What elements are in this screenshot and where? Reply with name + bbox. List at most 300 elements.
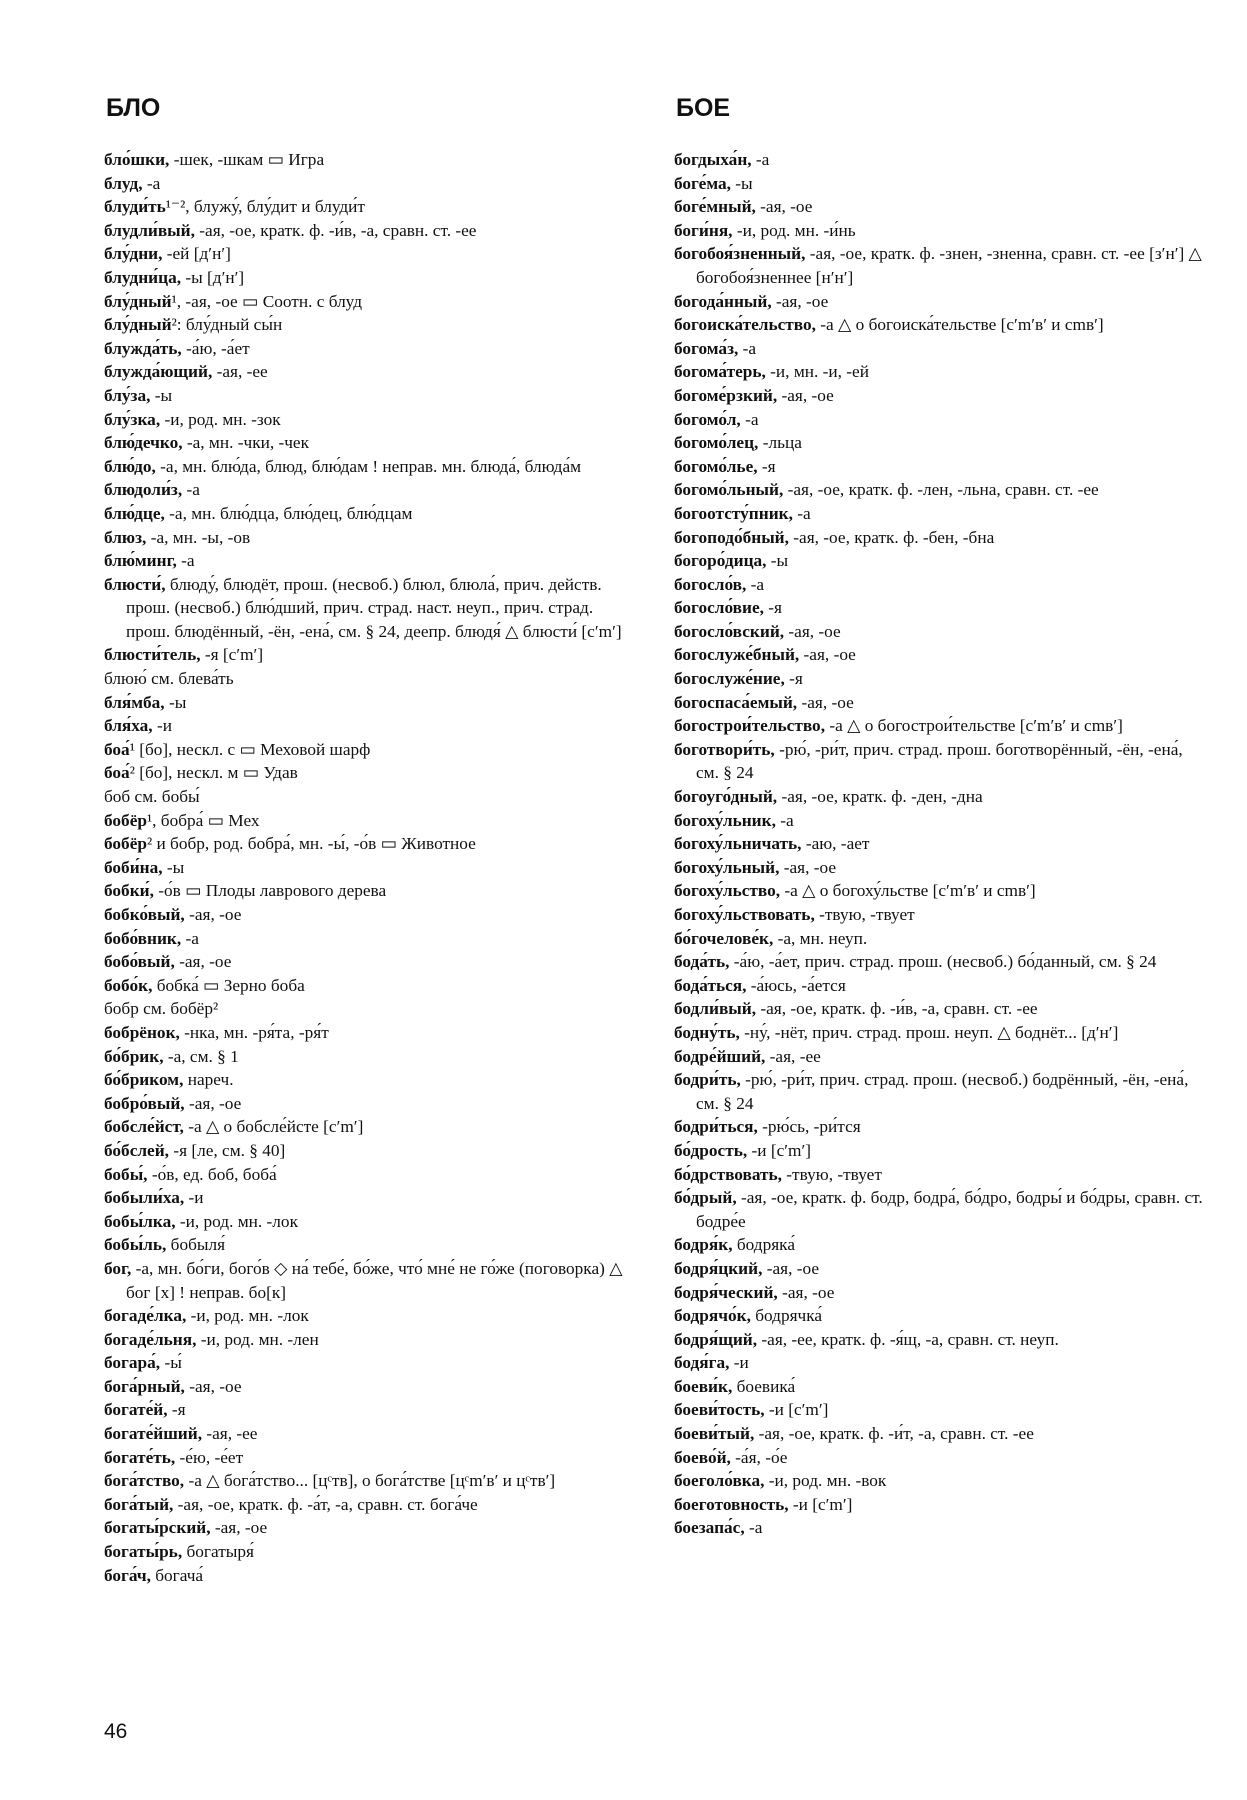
entry-definition: -а́юсь, -а́ется	[746, 975, 846, 995]
dictionary-entry	[104, 643, 638, 667]
entry-definition: -и	[152, 716, 172, 736]
dictionary-entry	[674, 1186, 1208, 1233]
entry-headword: богоуго́дный,	[674, 787, 778, 807]
dictionary-entry	[104, 266, 638, 290]
entry-headword: боеви́тый,	[674, 1424, 755, 1444]
entry-definition: -а	[744, 1518, 763, 1538]
dictionary-entry	[104, 1328, 638, 1352]
entry-definition: -ая, -ое, кратк. ф. -и́в, -а, сравн. ст. -ее	[194, 220, 477, 240]
dictionary-entry	[674, 195, 1208, 219]
entry-definition: -аю, -ает	[801, 834, 870, 854]
entry-definition: -а́ю, -а́ет, прич. страд. прош. (несвоб.) бо́данный, см. § 24	[729, 952, 1157, 972]
entry-headword: богоху́льник,	[674, 810, 776, 830]
entry-definition: -ая, -ое	[799, 645, 856, 665]
entry-definition: -ая, -ое, кратк. ф. -бен, -бна	[788, 527, 995, 547]
dictionary-entry	[104, 313, 638, 337]
entry-definition: -а △ о бобсле́йсте [cʹmʹ]	[183, 1117, 364, 1137]
dictionary-entry	[674, 997, 1208, 1021]
entry-headword: бодну́ть,	[674, 1022, 740, 1042]
entry-headword: бодли́вый,	[674, 999, 757, 1019]
dictionary-entry	[104, 1021, 638, 1045]
entry-definition: -а	[182, 480, 200, 500]
entry-headword: бобро́вый,	[104, 1093, 185, 1113]
dictionary-entry	[674, 1516, 1208, 1540]
entry-headword: боеви́к,	[674, 1376, 733, 1396]
entry-definition: -а́ю, -а́ет	[181, 338, 250, 358]
dictionary-entry	[674, 1233, 1208, 1257]
dictionary-entry	[674, 1446, 1208, 1470]
entry-definition: -и	[729, 1353, 749, 1373]
entry-definition: -а △ о богоху́льстве [cʹmʹвʹ и cmвʹ]	[780, 881, 1036, 901]
dictionary-entry	[674, 1163, 1208, 1187]
entry-headword: богоме́рзкий,	[674, 385, 778, 405]
dictionary-entry	[674, 856, 1208, 880]
entry-headword: блу́дни,	[104, 244, 163, 264]
entry-headword: бог,	[104, 1258, 132, 1278]
entry-headword: бодрячо́к,	[674, 1306, 751, 1326]
entry-headword: богослуже́ние,	[674, 669, 785, 689]
dictionary-entry	[674, 1422, 1208, 1446]
entry-definition: -я	[167, 1400, 186, 1420]
entry-definition: -ая, -ое	[210, 1518, 268, 1538]
dictionary-entry	[674, 1139, 1208, 1163]
dictionary-entry	[104, 195, 638, 219]
entry-definition: -ая, -ое	[755, 197, 813, 217]
right-column	[674, 92, 1208, 1540]
dictionary-entry	[104, 502, 638, 526]
entry-definition: -твую, -твует	[781, 1164, 882, 1184]
dictionary-entry	[104, 1115, 638, 1139]
dictionary-entry	[674, 667, 1208, 691]
entry-definition: ¹, -ая, -ое ▭ Соотн. с блуд	[171, 291, 363, 311]
right-guide-word: БОЕ	[676, 94, 731, 122]
entry-headword: бо́брик,	[104, 1046, 164, 1066]
dictionary-entry	[674, 549, 1208, 573]
dictionary-entry	[104, 478, 638, 502]
dictionary-entry	[674, 879, 1208, 903]
dictionary-entry	[104, 526, 638, 550]
entry-definition: -а	[792, 503, 811, 523]
entry-definition: -ая, -ое	[771, 291, 829, 311]
entry-headword: бодря́щий,	[674, 1329, 758, 1349]
entry-headword: богате́ть,	[104, 1447, 176, 1467]
entry-headword: бодри́ться,	[674, 1117, 758, 1137]
dictionary-entry	[674, 903, 1208, 927]
entry-definition: -а	[738, 338, 757, 358]
dictionary-entry	[674, 1351, 1208, 1375]
dictionary-entry	[674, 1115, 1208, 1139]
dictionary-entry	[104, 691, 638, 715]
entry-headword: богоподо́бный,	[674, 527, 789, 547]
entry-headword: богоху́льничать,	[674, 834, 802, 854]
entry-definition: -ая, -ое	[784, 621, 841, 641]
entry-headword: богосло́в,	[674, 574, 747, 594]
entry-definition: -и, род. мн. -зок	[160, 409, 281, 429]
dictionary-entry	[674, 337, 1208, 361]
entry-definition: -ая, -ое	[777, 385, 834, 405]
dictionary-entry	[104, 455, 638, 479]
entry-definition: -ая, -ое	[797, 692, 854, 712]
entry-definition: бодряка́	[732, 1235, 795, 1255]
entry-headword: бодя́га,	[674, 1353, 730, 1373]
entry-definition: -ая, -ое	[174, 952, 232, 972]
entry-headword: боезапа́с,	[674, 1518, 745, 1538]
dictionary-entry	[104, 1257, 638, 1304]
dictionary-entry	[674, 714, 1208, 738]
entry-headword: бобрёнок,	[104, 1022, 180, 1042]
dictionary-entry	[674, 1375, 1208, 1399]
right-entry-list	[674, 148, 1208, 1540]
entry-definition: -и, род. мн. -лок	[186, 1306, 309, 1326]
entry-headword: боеви́тость,	[674, 1400, 765, 1420]
dictionary-entry	[674, 738, 1208, 785]
entry-definition: -ы	[150, 385, 173, 405]
dictionary-entry	[674, 927, 1208, 951]
entry-headword: боа́	[104, 739, 130, 759]
dictionary-entry	[104, 408, 638, 432]
entry-definition: богача́	[150, 1565, 204, 1585]
entry-headword: блю́дце,	[104, 503, 165, 523]
dictionary-entry	[104, 974, 638, 998]
entry-definition: -а	[176, 551, 195, 571]
entry-definition: -твую, -твует	[814, 905, 915, 924]
entry-definition: -о́в, ед. боб, боба́	[147, 1164, 277, 1184]
entry-headword: богомо́лье,	[674, 456, 758, 476]
dictionary-entry	[104, 1163, 638, 1187]
entry-headword: бля́мба,	[104, 692, 165, 712]
entry-definition: -нка, мн. -ря́та, -ря́т	[179, 1022, 329, 1042]
entry-headword: богома́терь,	[674, 362, 766, 382]
dictionary-entry	[674, 691, 1208, 715]
entry-headword: бога́тый,	[104, 1494, 174, 1514]
entry-definition: -а △ о богоиска́тельстве [cʹmʹвʹ и cmвʹ]	[815, 315, 1104, 335]
entry-headword: бо́дрый,	[674, 1188, 737, 1208]
entry-definition: -е́ю, -е́ет	[175, 1447, 244, 1467]
entry-headword: блужда́ющий,	[104, 362, 213, 382]
entry-headword: блю́минг,	[104, 551, 177, 571]
dictionary-entry	[674, 172, 1208, 196]
dictionary-entry	[104, 1351, 638, 1375]
entry-headword: бога́ч,	[104, 1565, 151, 1585]
left-guide-word: БЛО	[106, 94, 161, 122]
entry-definition: -ы	[766, 551, 789, 571]
entry-headword: бобсле́йст,	[104, 1117, 184, 1137]
entry-headword: блудли́вый,	[104, 220, 195, 240]
entry-definition: -о́в ▭ Плоды лаврового дерева	[153, 881, 387, 901]
entry-headword: бло́шки,	[104, 150, 170, 169]
dictionary-entry	[104, 1398, 638, 1422]
entry-headword: богате́йший,	[104, 1424, 203, 1444]
entry-definition: -ая, -ее, кратк. ф. -я́щ, -а, сравн. ст. неуп.	[757, 1329, 1059, 1349]
entry-definition: -ая, -ое	[777, 1282, 835, 1302]
entry-headword: богоро́дица,	[674, 551, 767, 571]
entry-definition: ¹ [бо], нескл. с ▭ Меховой шарф	[129, 739, 371, 759]
entry-definition: блюю́ см. блева́ть	[104, 669, 234, 689]
dictionary-entry	[104, 1540, 638, 1564]
entry-headword: боге́ма,	[674, 173, 731, 193]
dictionary-entry	[104, 832, 638, 856]
dictionary-entry	[104, 1186, 638, 1210]
entry-headword: боево́й,	[674, 1447, 731, 1467]
entry-definition: -а	[740, 409, 759, 429]
entry-definition: -и [cʹmʹ]	[747, 1140, 811, 1160]
entry-definition: ² и бобр, род. бобра́, мн. -ы́, -о́в ▭ Животное	[146, 834, 476, 854]
entry-definition: -а △ бога́тство... [цᶜтв], о бога́тстве [цᶜmʹвʹ и цᶜтвʹ]	[184, 1471, 556, 1491]
dictionary-entry	[674, 950, 1208, 974]
entry-headword: блу́за,	[104, 385, 151, 405]
dictionary-entry	[674, 1493, 1208, 1517]
entry-headword: бода́ться,	[674, 975, 747, 995]
entry-definition: -а, мн. блю́да, блюд, блю́дам ! неправ. мн. блюда́, блюда́м	[155, 456, 582, 476]
dictionary-entry	[104, 1092, 638, 1116]
entry-definition: боевика́	[732, 1376, 796, 1396]
dictionary-entry	[674, 573, 1208, 597]
entry-definition: -а́я, -о́е	[730, 1447, 788, 1467]
dictionary-entry	[104, 384, 638, 408]
entry-definition: -и, род. мн. -лен	[196, 1329, 319, 1349]
dictionary-entry	[674, 620, 1208, 644]
entry-headword: бо́гочелове́к,	[674, 928, 774, 948]
entry-definition: -а	[775, 810, 794, 830]
entry-definition: -а, см. § 1	[163, 1046, 239, 1066]
entry-definition: -я	[763, 598, 782, 618]
dictionary-entry	[104, 1210, 638, 1234]
entry-headword: богослуже́бный,	[674, 645, 800, 665]
entry-definition: -а, мн. -ы, -ов	[146, 527, 251, 547]
dictionary-entry	[104, 549, 638, 573]
dictionary-entry	[104, 1422, 638, 1446]
entry-headword: богаде́льня,	[104, 1329, 197, 1349]
dictionary-entry	[104, 1375, 638, 1399]
entry-headword: бобки́,	[104, 881, 154, 901]
left-column	[104, 92, 638, 1587]
entry-definition: ¹⁻², блужу́, блу́дит и блуди́т	[165, 197, 365, 217]
dictionary-entry	[674, 478, 1208, 502]
entry-headword: блу́дный	[104, 291, 172, 311]
entry-headword: блу́дный	[104, 315, 172, 335]
entry-definition: блюду́, блюдёт, прош. (несвоб.) блюл, блюла́, прич. действ. прош. (несвоб.) блю́дший, прич. страд. наст. неуп., прич. страд. прош. блюдённый, -ён, -ена́, см. § 24, деепр. блюдя́ △ блюсти́ [cʹmʹ]	[126, 574, 622, 641]
entry-definition: -рю́, -ри́т, прич. страд. прош. боготворённый, -ён, -ена́, см. § 24	[696, 739, 1183, 783]
dictionary-entry	[104, 148, 638, 172]
left-entry-list	[104, 148, 638, 1587]
dictionary-entry	[674, 1045, 1208, 1069]
entry-definition: -и, мн. -и, -ей	[765, 362, 869, 382]
entry-definition: -ая, -ое, кратк. ф. -и́в, -а, сравн. ст. -ее	[756, 999, 1038, 1019]
entry-definition: -ы [дʹнʹ]	[181, 267, 245, 287]
entry-headword: бобко́вый,	[104, 905, 185, 924]
entry-headword: бодря́ческий,	[674, 1282, 778, 1302]
dictionary-entry	[674, 1068, 1208, 1115]
entry-headword: богоиска́тельство,	[674, 315, 816, 335]
entry-headword: бодря́цкий,	[674, 1258, 763, 1278]
entry-headword: богомо́льный,	[674, 480, 784, 500]
page-number: 46	[104, 1720, 128, 1743]
entry-definition: -и	[184, 1188, 204, 1208]
dictionary-entry	[674, 1257, 1208, 1281]
entry-headword: богобоя́зненный,	[674, 244, 806, 264]
entry-headword: боа́	[104, 763, 130, 783]
entry-headword: бо́дрость,	[674, 1140, 748, 1160]
dictionary-entry	[104, 1469, 638, 1493]
entry-definition: -и [cʹmʹ]	[788, 1494, 853, 1514]
entry-headword: боеголо́вка,	[674, 1471, 765, 1491]
entry-definition: -а, мн. бо́ги, бого́в ◇ на́ тебе́, бо́же, что́ мне́ не го́же (поговорка) △ бог [х] ! неправ. бо[к]	[126, 1258, 623, 1302]
entry-headword: богдыха́н,	[674, 150, 752, 169]
entry-headword: бобы́,	[104, 1164, 148, 1184]
entry-definition: -ая, -ое, кратк. ф. -знен, -зненна, сравн. ст. -ее [зʹнʹ] △ богобоя́зненнее [нʹнʹ]	[696, 244, 1202, 287]
entry-definition: -я	[757, 456, 776, 476]
entry-definition: -и, род. мн. -вок	[764, 1471, 887, 1491]
entry-definition: -ы́	[160, 1353, 182, 1373]
dictionary-entry	[674, 290, 1208, 314]
entry-definition: -ая, -ое, кратк. ф. -а́т, -а, сравн. ст. бога́че	[173, 1494, 478, 1514]
entry-definition: -ей [дʹнʹ]	[162, 244, 231, 264]
entry-headword: бога́тство,	[104, 1471, 185, 1491]
entry-headword: бо́дрствовать,	[674, 1164, 782, 1184]
dictionary-entry	[104, 714, 638, 738]
entry-definition: -ая, -ее	[202, 1424, 258, 1444]
dictionary-entry	[674, 1469, 1208, 1493]
entry-definition: -а, мн. блю́дца, блю́дец, блю́дцам	[164, 503, 413, 523]
entry-definition: -и, род. мн. -и́нь	[732, 220, 856, 240]
dictionary-entry	[674, 974, 1208, 998]
entry-definition: -ая, -ое	[762, 1258, 820, 1278]
entry-headword: блю́до,	[104, 456, 156, 476]
entry-definition: -и, род. мн. -лок	[175, 1211, 298, 1231]
entry-definition: -я [ле, см. § 40]	[169, 1140, 286, 1160]
entry-definition: бобыля́	[166, 1235, 226, 1255]
dictionary-entry	[674, 596, 1208, 620]
dictionary-entry	[104, 1516, 638, 1540]
entry-headword: богаде́лка,	[104, 1306, 187, 1326]
dictionary-entry	[104, 242, 638, 266]
entry-headword: бобы́лка,	[104, 1211, 176, 1231]
dictionary-entry	[104, 1493, 638, 1517]
dictionary-entry	[674, 526, 1208, 550]
entry-definition: -а	[181, 928, 199, 948]
entry-definition: -ая, -ое, кратк. ф. бодр, бодра́, бо́дро, бодры́ и бо́дры, сравн. ст. бодре́е	[696, 1188, 1203, 1231]
entry-definition: -ая, -ее	[212, 362, 268, 382]
entry-definition: -а △ о богострои́тельстве [cʹmʹвʹ и cmвʹ]	[825, 716, 1123, 736]
entry-headword: бо́бриком,	[104, 1070, 184, 1090]
dictionary-entry	[104, 1564, 638, 1588]
dictionary-entry	[104, 360, 638, 384]
entry-headword: богара́,	[104, 1353, 161, 1373]
dictionary-entry	[674, 313, 1208, 337]
dictionary-entry	[104, 337, 638, 361]
entry-headword: богоху́льство,	[674, 881, 781, 901]
entry-headword: блю́дечко,	[104, 433, 183, 453]
dictionary-entry	[674, 643, 1208, 667]
dictionary-entry	[674, 148, 1208, 172]
dictionary-entry	[674, 1398, 1208, 1422]
entry-definition: -а	[751, 150, 770, 169]
entry-definition: -рю́сь, -ри́тся	[757, 1117, 861, 1137]
dictionary-entry	[104, 856, 638, 880]
dictionary-entry	[674, 431, 1208, 455]
entry-headword: богаты́рский,	[104, 1518, 211, 1538]
entry-headword: богомо́лец,	[674, 433, 759, 453]
entry-headword: блюдоли́з,	[104, 480, 183, 500]
dictionary-entry	[104, 761, 638, 785]
entry-headword: блюсти́тель,	[104, 645, 201, 665]
entry-definition: ²: блу́дный сы́н	[171, 315, 283, 335]
dictionary-entry	[674, 242, 1208, 289]
entry-headword: богаты́рь,	[104, 1542, 183, 1562]
entry-headword: бобёр	[104, 810, 147, 830]
dictionary-entry	[674, 1328, 1208, 1352]
dictionary-entry	[674, 360, 1208, 384]
dictionary-entry	[104, 785, 638, 809]
entry-headword: богате́й,	[104, 1400, 168, 1420]
dictionary-entry	[674, 219, 1208, 243]
entry-headword: богома́з,	[674, 338, 739, 358]
entry-headword: блюсти́,	[104, 574, 166, 594]
dictionary-entry	[104, 1068, 638, 1092]
entry-definition: -ы	[164, 692, 187, 712]
entry-headword: блюз,	[104, 527, 147, 547]
entry-definition: -ая, -ое	[184, 1376, 242, 1396]
entry-headword: бля́ха,	[104, 716, 153, 736]
dictionary-entry	[104, 903, 638, 927]
entry-definition: -ая, -ее	[765, 1046, 821, 1066]
dictionary-entry	[674, 502, 1208, 526]
dictionary-entry	[104, 927, 638, 951]
entry-headword: блуд,	[104, 173, 143, 193]
entry-definition: -льца	[758, 433, 802, 453]
entry-headword: блуди́ть	[104, 197, 166, 217]
entry-headword: бода́ть,	[674, 952, 730, 972]
entry-headword: бога́рный,	[104, 1376, 185, 1396]
entry-headword: бобы́ль,	[104, 1235, 167, 1255]
entry-headword: богоспаса́емый,	[674, 692, 798, 712]
dictionary-entry	[104, 1233, 638, 1257]
entry-definition: -шек, -шкам ▭ Игра	[169, 150, 325, 169]
dictionary-entry	[674, 408, 1208, 432]
dictionary-entry	[104, 879, 638, 903]
dictionary-entry	[104, 1139, 638, 1163]
entry-headword: богосло́вие,	[674, 598, 764, 618]
entry-headword: боби́на,	[104, 857, 163, 877]
entry-headword: богоотсту́пник,	[674, 503, 793, 523]
entry-definition: -рю́, -ри́т, прич. страд. прош. (несвоб.) бодрённый, -ён, -ена́, см. § 24	[696, 1070, 1189, 1113]
entry-definition: бобка́ ▭ Зерно боба	[152, 975, 305, 995]
entry-definition: ¹, бобра́ ▭ Мех	[146, 810, 260, 830]
entry-definition: богатыря́	[182, 1542, 254, 1562]
entry-definition: -ну́, -нёт, прич. страд. прош. неуп. △ боднёт... [дʹнʹ]	[739, 1022, 1119, 1042]
entry-definition: нареч.	[183, 1070, 234, 1090]
entry-definition: ² [бо], нескл. м ▭ Удав	[129, 763, 298, 783]
entry-definition: -ая, -ое, кратк. ф. -и́т, -а, сравн. ст. -ее	[754, 1424, 1034, 1444]
entry-definition: -ая, -ое	[779, 857, 837, 877]
dictionary-entry	[104, 290, 638, 314]
dictionary-entry	[674, 1021, 1208, 1045]
entry-definition: -а	[142, 173, 161, 193]
dictionary-entry	[104, 809, 638, 833]
entry-definition: -ая, -ое	[184, 1093, 242, 1113]
entry-definition: -ая, -ое	[184, 905, 242, 924]
dictionary-entry	[104, 219, 638, 243]
entry-headword: богострои́тельство,	[674, 716, 826, 736]
dictionary-entry	[104, 738, 638, 762]
entry-definition: бобр см. бобёр²	[104, 999, 219, 1019]
dictionary-entry	[674, 455, 1208, 479]
entry-headword: бобёр	[104, 834, 147, 854]
entry-definition: -ы	[162, 857, 185, 877]
dictionary-entry	[104, 573, 638, 644]
entry-headword: бобо́вый,	[104, 952, 175, 972]
entry-headword: бодря́к,	[674, 1235, 733, 1255]
